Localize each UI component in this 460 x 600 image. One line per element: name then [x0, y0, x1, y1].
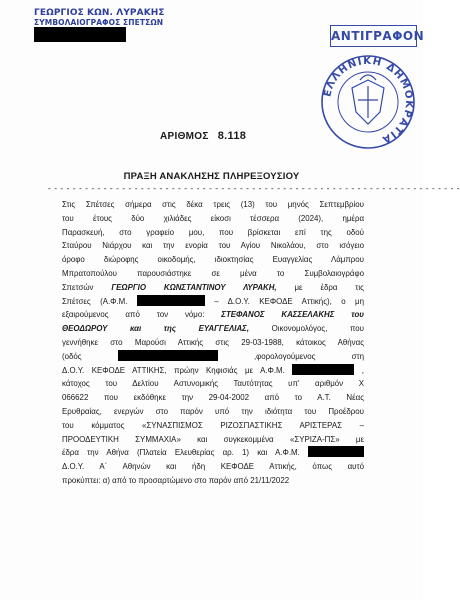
notary-title: ΣΥΜΒΟΛΑΙΟΓΡΑΦΟΣ ΣΠΕΤΣΩΝ — [34, 18, 164, 27]
notary-stamp — [34, 8, 174, 28]
body-line — [62, 446, 364, 460]
body-line: ΠΡΟΟΔΕΥΤΙΚΗ ΣΥΜΜΑΧΙΑ» και συγκεκομμένα «ΣΥΡΙΖΑ-ΠΣ» με — [62, 434, 364, 444]
body-line — [62, 308, 364, 322]
body-line — [62, 295, 364, 309]
body-line: Δ.Ο.Υ. Α΄ Αθηνών και ήδη ΚΕΦΟΔΕ Αττικής, όπως αυτό — [62, 462, 364, 472]
body-line: Ερυθραίας, ενεργών στο παρόν υπό την ιδιότητα του Προέδρου — [62, 406, 364, 416]
act-number — [160, 130, 246, 142]
body-text: έδρα την Αθήνα (Πλατεία Ελευθερίας αρ. 1) και Α.Φ.Μ. — [62, 448, 300, 458]
body-line: Παρασκευή, στο γραφείο μου, που βρίσκεται επί της οδού — [62, 227, 364, 237]
body-text: , — [361, 365, 364, 375]
body-line: Μπρατοπούλου παρουσιάστηκε σε μένα το Συμβολαιογράφο — [62, 268, 364, 278]
body-text: – Δ.Ο.Υ. ΚΕΦΟΔΕ Αττικής), ο μη — [214, 296, 364, 306]
body-line: του κόμματος «ΣΥΝΑΣΠΙΣΜΟΣ ΡΙΖΟΣΠΑΣΤΙΚΗΣ ΑΡΙΣΤΕΡΑΣ – — [62, 420, 364, 430]
body-text: Δ.Ο.Υ. ΚΕΦΟΔΕ ΑΤΤΙΚΗΣ, πρώην Κηφισιάς με Α.Φ.Μ. — [62, 365, 285, 375]
body-line — [62, 350, 364, 364]
body-line: προκύπτει: α) από το προσαρτώμενο στο παρόν από 21/11/2022 — [62, 475, 290, 485]
body-line — [62, 364, 364, 378]
redaction-block — [292, 364, 354, 375]
copy-stamp: ΑΝΤΙΓΡΑΦΟΝ — [330, 25, 417, 47]
document-title: ΠΡΑΞΗ ΑΝΑΚΛΗΣΗΣ ΠΛΗΡΕΞΟΥΣΙΟΥ — [123, 171, 300, 182]
body-line: 066622 που εκδόθηκε την 29-04-2002 από το Α.Τ. Νέας — [62, 393, 364, 403]
body-line — [62, 281, 364, 295]
separator-line: - - - - - - - - - - - - - - - - - - - - - - - - - - - - - - - - - - - - - - - - - - - - - - - - - - - - - - - - - - - - - - - - - - - — [48, 183, 460, 193]
body-line: όροφο διώροφης οικοδομής, ιδιοκτησίας Ευαγγελίας Λάμπρου — [62, 255, 364, 265]
body-line: γεννήθηκε στο Μαρούσι Αττικής στις 29-03-1988, κάτοικος Αθήνας — [62, 337, 364, 347]
body-text: εξαιρούμενος από τον νόμο: — [62, 310, 205, 320]
body-text: ,φορολογούμενος στη — [253, 351, 364, 361]
body-line — [62, 322, 364, 336]
body-line: Σταύρου Νιάρχου και την ενορία του Αγίου Νικολάου, στο ισόγειο — [62, 241, 364, 251]
notary-name: ΓΕΩΡΓΙΟΣ ΚΩΝ. ΛΥΡΑΚΗΣ — [34, 8, 165, 18]
body-line: κάτοχος του Δελτίου Αστυνομικής Ταυτότητας υπ' αριθμόν Χ — [62, 379, 364, 389]
mother-name: ΕΥΑΓΓΕΛΙΑΣ, — [198, 324, 250, 334]
document-body — [62, 198, 364, 488]
redaction-block — [118, 350, 218, 361]
body-line: Στις Σπέτσες σήμερα στις δέκα τρεις (13) του μηνός Σεπτεμβρίου — [62, 200, 364, 209]
redaction-block — [137, 295, 205, 306]
body-text: και της — [129, 324, 177, 334]
body-text: Σπέτσες (Α.Φ.Μ. — [62, 296, 128, 306]
father-name: ΘΕΟΔΩΡΟΥ — [62, 324, 108, 334]
body-text: Σπετσών — [62, 282, 94, 292]
redaction-block — [34, 27, 126, 42]
body-text: Οικονομολόγος, που — [271, 324, 364, 334]
coat-of-arms-icon — [352, 75, 384, 124]
principal-name: ΣΤΕΦΑΝΟΣ ΚΑΣΣΕΛΑΚΗΣ του — [221, 310, 364, 320]
act-number-value: 8.118 — [217, 130, 247, 142]
body-text: (οδός — [62, 351, 82, 361]
seal-text: ΕΛΛΗΝΙΚΗ ΔΗΜΟΚΡΑΤΙΑ — [322, 55, 415, 146]
body-text: με έδρα τις — [294, 282, 364, 292]
seal-stamp — [318, 52, 418, 152]
notary-fullname: ΓΕΩΡΓΙΟ ΚΩΝΣΤΑΝΤΙΝΟΥ ΛΥΡΑΚΗ, — [111, 282, 277, 292]
redaction-block — [308, 446, 364, 457]
body-line: του έτους δύο χιλιάδες είκοσι τέσσερα (2024), ημέρα — [62, 213, 364, 223]
act-number-label: ΑΡΙΘΜΟΣ — [160, 131, 209, 142]
